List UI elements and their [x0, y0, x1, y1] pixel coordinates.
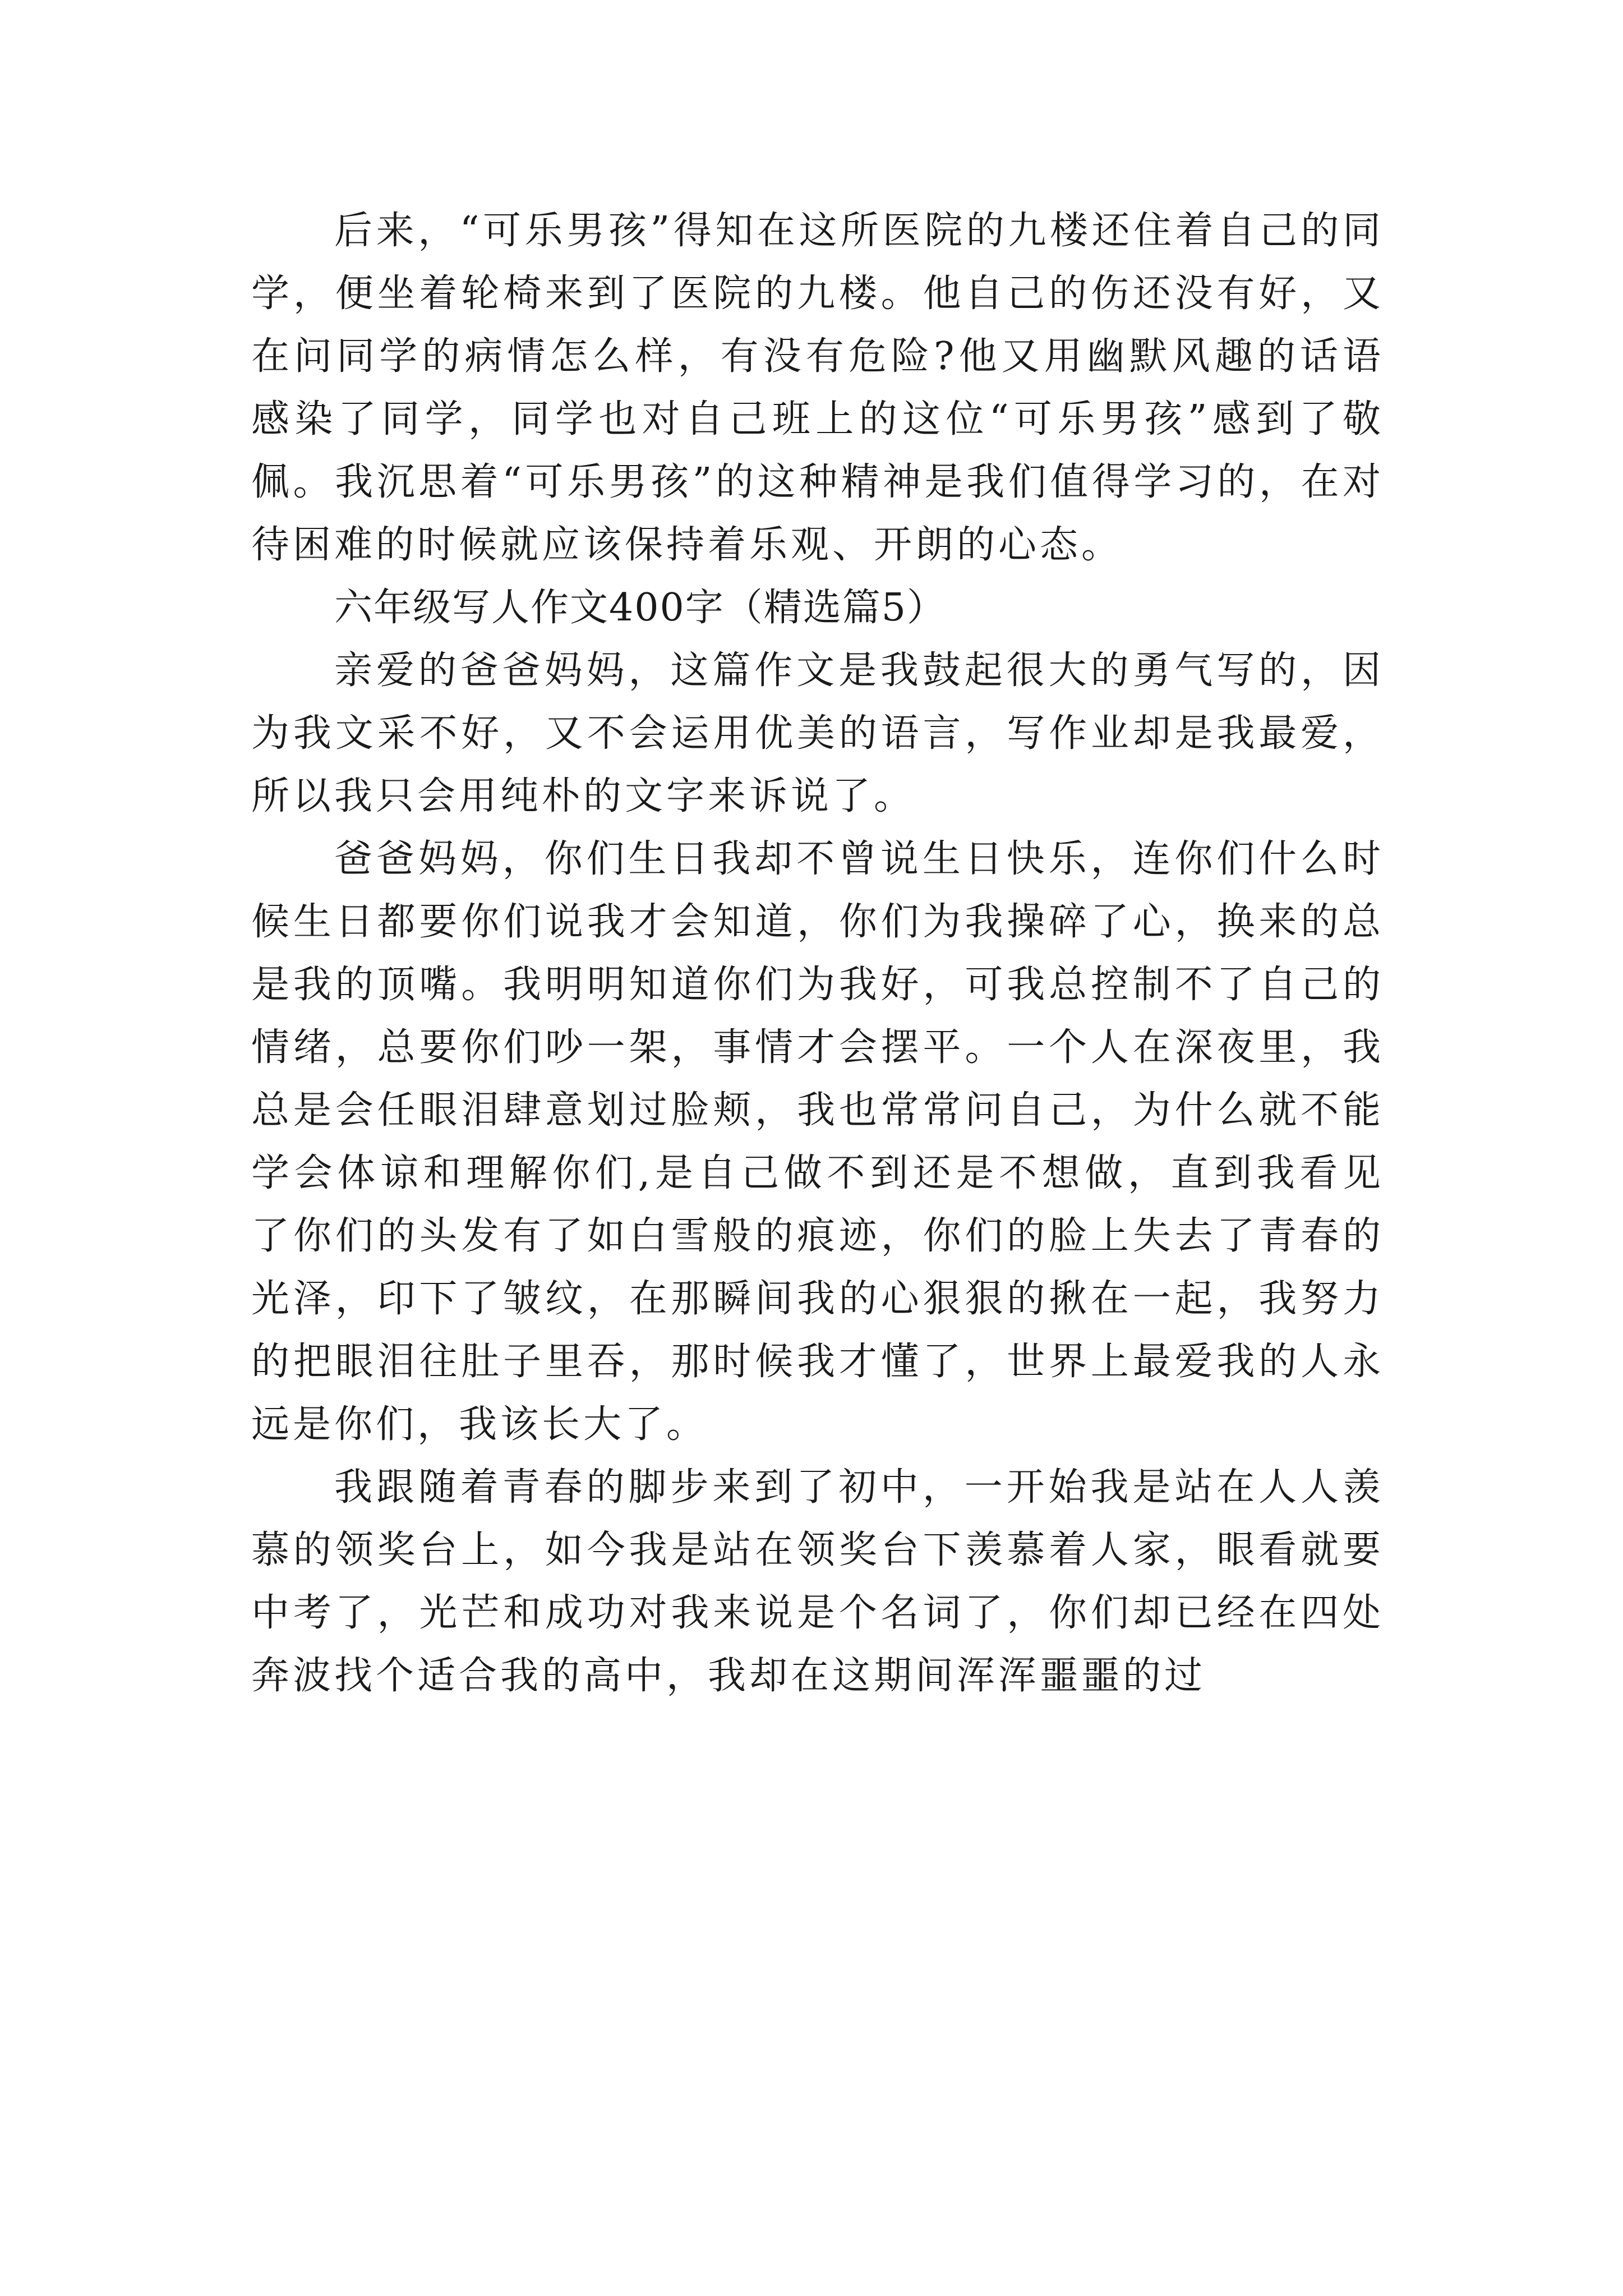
- section-heading: 六年级写人作文400字（精选篇5）: [334, 586, 947, 630]
- paragraph-cola-boy: 后来，“可乐男孩”得知在这所医院的九楼还住着自己的同学，便坐着轮椅来到了医院的九楼。他自己的伤还没有好，又在问同学的病情怎么样，有没有危险?他又用幽默风趣的话语感染了同学，同学也对自己班上的这位“可乐男孩”感到了敬佩。我沉思着“可乐男孩”的这种精神是我们值得学习的，在对待困难的时候就应该保持着乐观、开朗的心态。: [251, 209, 1384, 567]
- paragraph-junior-high: 我跟随着青春的脚步来到了初中，一开始我是站在人人羡慕的领奖台上，如今我是站在领奖台下羡慕着人家，眼看就要中考了，光芒和成功对我来说是个名词了，你们却已经在四处奔波找个适合我的高中，我却在这期间浑浑噩噩的过: [251, 1465, 1384, 1698]
- paragraph-birthdays: 爸爸妈妈，你们生日我却不曾说生日快乐，连你们什么时候生日都要你们说我才会知道，你们为我操碎了心，换来的总是我的顶嘴。我明明知道你们为我好，可我总控制不了自己的情绪，总要你们吵一架，事情才会摆平。一个人在深夜里，我总是会任眼泪肆意划过脸颊，我也常常问自己，为什么就不能学会体谅和理解你们,是自己做不到还是不想做，直到我看见了你们的头发有了如白雪般的痕迹，你们的脸上失去了青春的光泽，印下了皱纹，在那瞬间我的心狠狠的揪在一起，我努力的把眼泪往肚子里吞，那时候我才懂了，世界上最爱我的人永远是你们，我该长大了。: [251, 837, 1384, 1447]
- paragraph-dear-parents: 亲爱的爸爸妈妈，这篇作文是我鼓起很大的勇气写的，因为我文采不好，又不会运用优美的语言，写作业却是我最爱，所以我只会用纯朴的文字来诉说了。: [251, 648, 1384, 818]
- document-body: [251, 200, 1384, 1708]
